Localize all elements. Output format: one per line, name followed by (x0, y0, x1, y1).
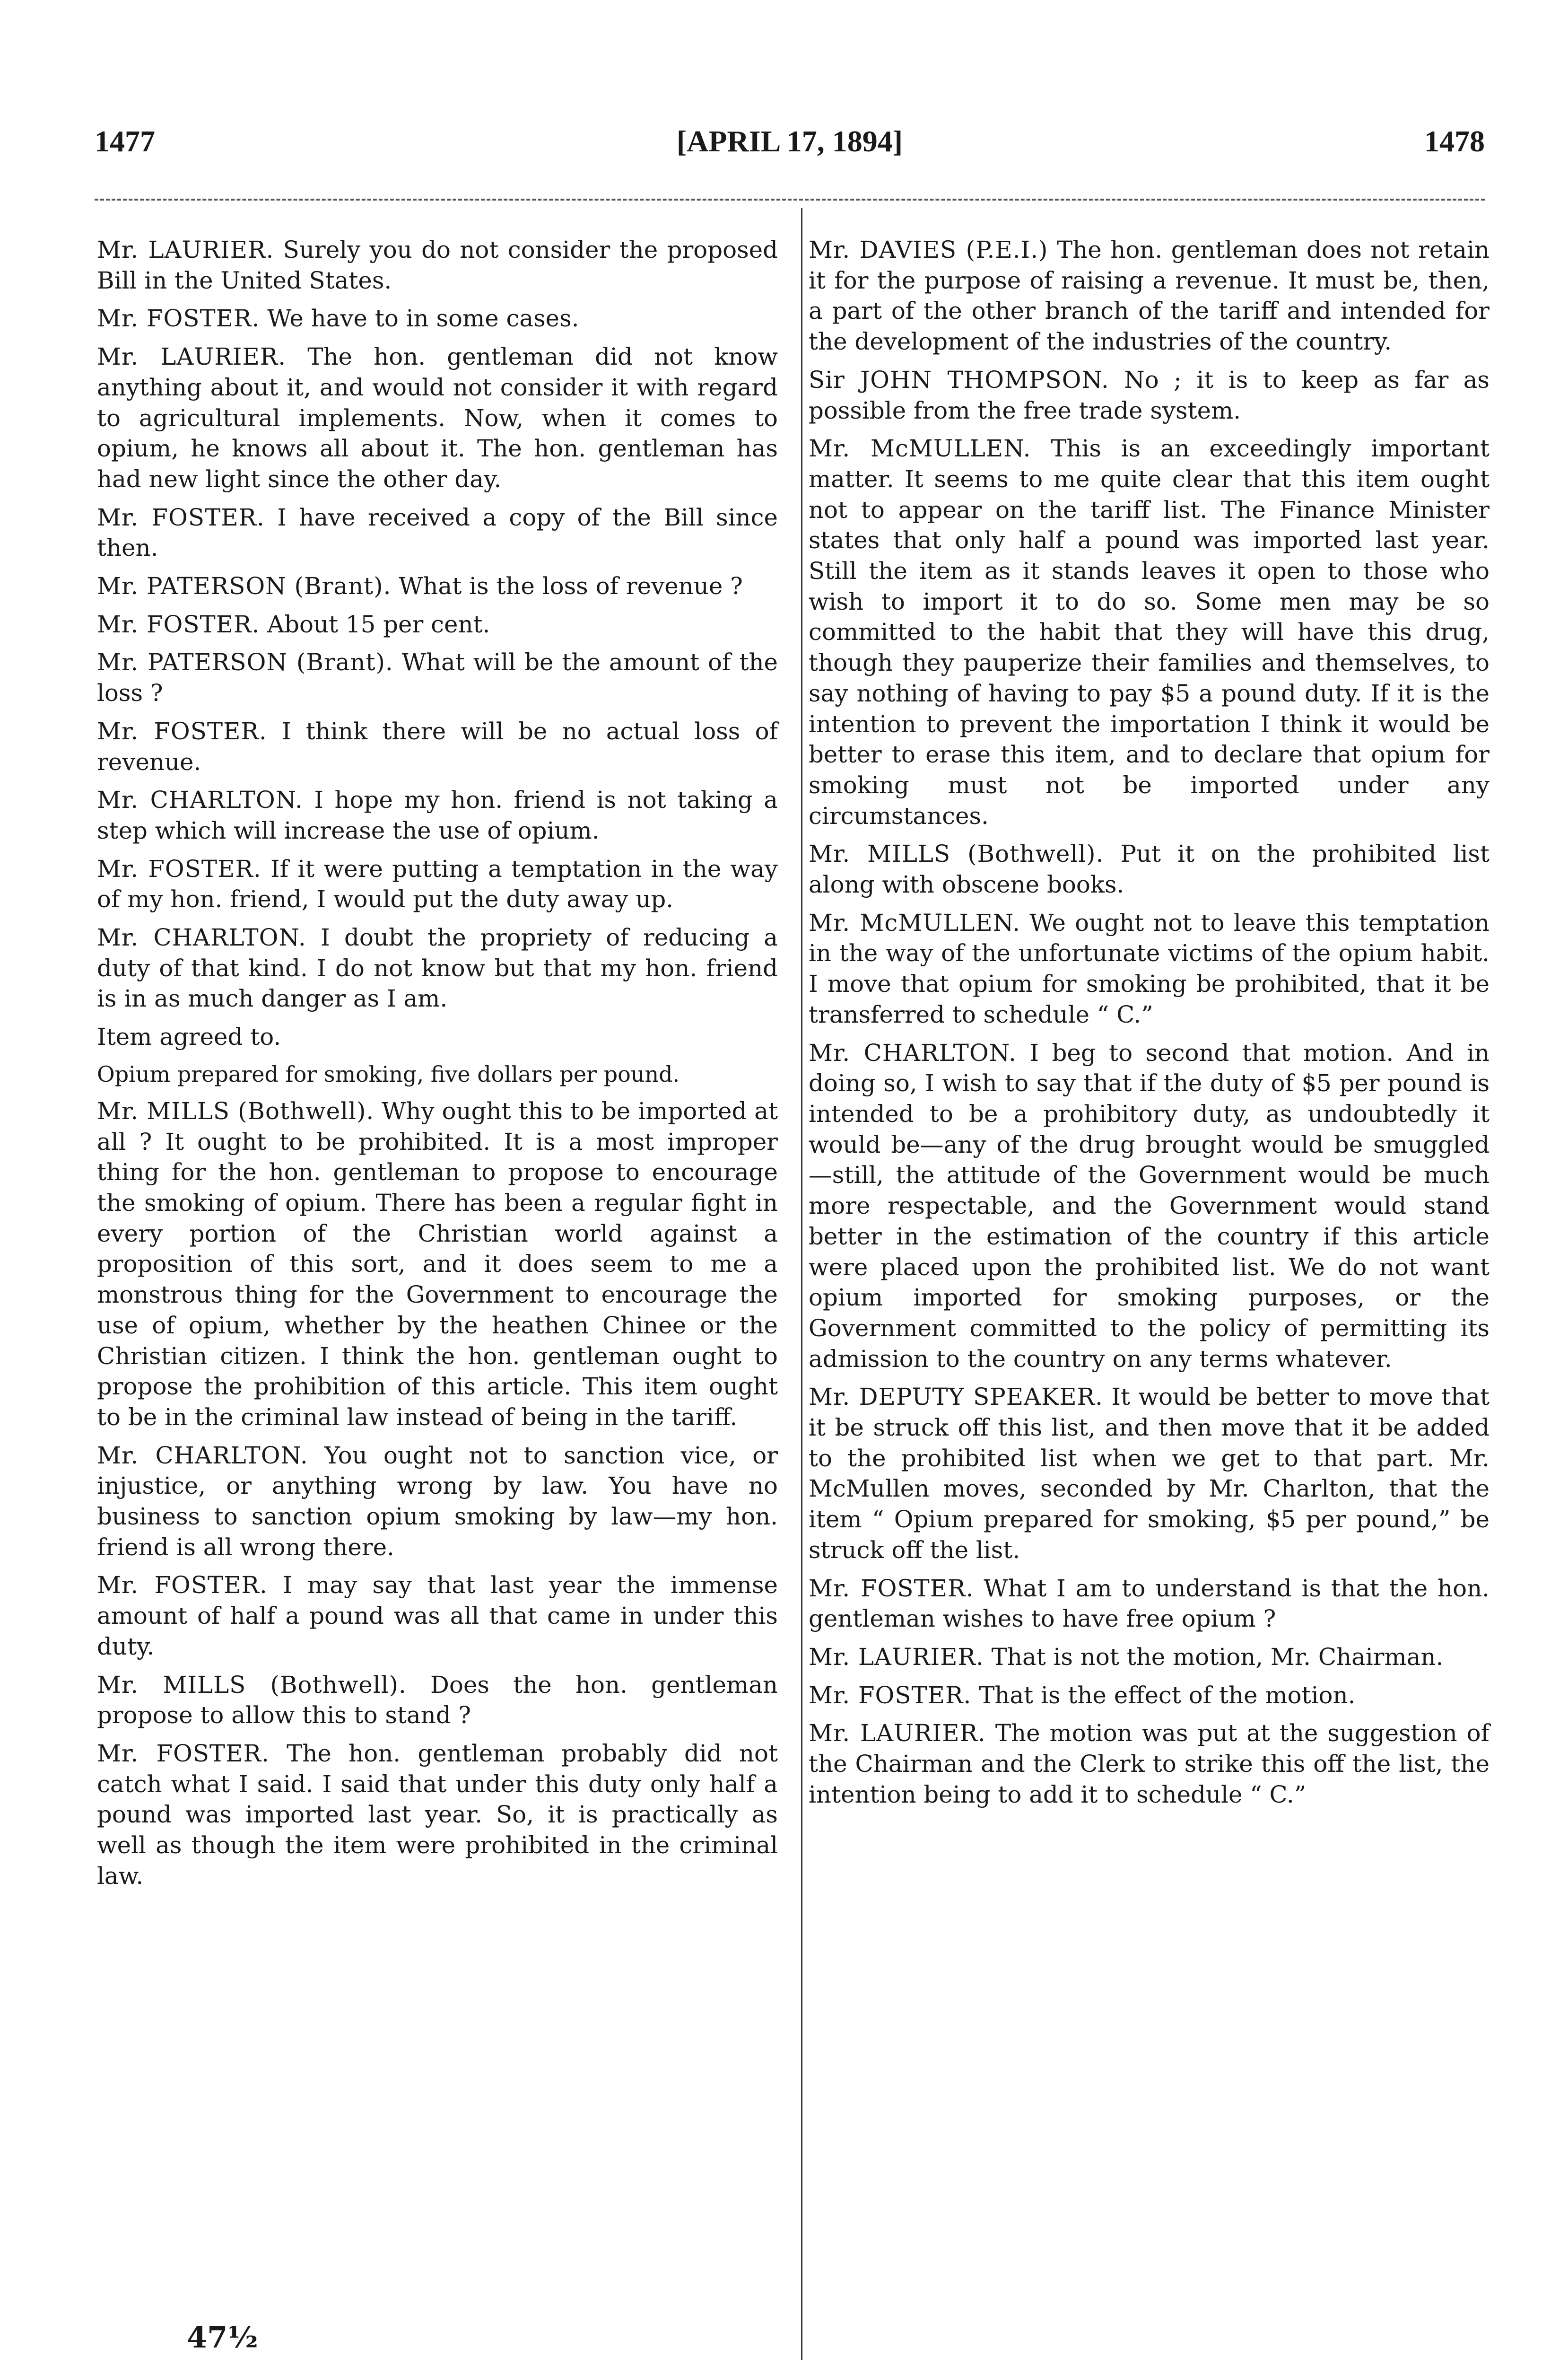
speech-text: This is an exceedingly important matter. It seems to me quite clear that this item ought not to appear on the tariff list. The Finance Minister states that only half a pound was imported last year. Still the item as it stands leaves it open to those who wish to import it to do so. Some men may be so committed to the habit that they will have this drug, though they pauperize their families and themselves, to say nothing of having to pay $5 a pound duty. If it is the intention to prevent the importation I think it would be better to erase this item, and to declare that opium for smoking must not be imported under any circumstances. (809, 435, 1490, 830)
speech-paragraph (97, 1670, 778, 1731)
speaker-name: Mr. PATERSON (Brant). (97, 648, 393, 676)
speaker-name: Mr. PATERSON (Brant). (97, 572, 392, 600)
speech-text: The motion was put at the suggestion of the Chairman and the Clerk to strike this off the list, the intention being to add it to schedule “ C.” (809, 1719, 1490, 1808)
speech-text: What is the loss of revenue ? (399, 572, 743, 600)
speech-paragraph (97, 785, 778, 846)
speaker-name: Mr. MILLS (Bothwell). (809, 840, 1104, 868)
speaker-name: Mr. FOSTER. (97, 855, 261, 883)
speech-paragraph (809, 1038, 1490, 1375)
speech-paragraph (809, 1573, 1490, 1634)
speech-text: I doubt the propriety of reducing a duty of that kind. I do not know but that my hon. friend is in as much danger as I am. (97, 924, 778, 1013)
page-number-left: 1477 (95, 124, 155, 158)
speech-text: That is not the motion, Mr. Chairman. (991, 1643, 1444, 1671)
speech-text: What will be the amount of the loss ? (97, 648, 778, 707)
speech-text: What I am to understand is that the hon. gentleman wishes to have free opium ? (809, 1574, 1490, 1633)
speech-text: I beg to second that motion. And in doing so, I wish to say that if the duty of $5 per pound is intended to be a prohibitory duty, as undoubtedly it would be—any of the drug brought would be smuggled—still, the attitude of the Government would be much more respectable, and the Government would stand better in the estimation of the country if this article were placed upon the prohibited list. We do not want opium imported for smoking purposes, or the Government committed to the policy of permitting its admission to the country on any terms whatever. (809, 1039, 1490, 1373)
speech-paragraph (809, 908, 1490, 1030)
speech-text: We ought not to leave this temptation in the way of the unfortunate victims of the opium habit. I move that opium for smoking be prohibited, that it be transferred to schedule “ C.” (809, 909, 1490, 1028)
speech-paragraph (809, 1680, 1490, 1711)
speech-text: About 15 per cent. (267, 610, 490, 638)
speaker-name: Mr. MILLS (Bothwell). (97, 1097, 375, 1125)
tariff-item (97, 1060, 778, 1088)
speech-paragraph (97, 922, 778, 1014)
speech-paragraph (97, 1440, 778, 1563)
speech-paragraph (97, 303, 778, 334)
speech-paragraph (97, 1570, 778, 1662)
speaker-name: Mr. FOSTER. (97, 1571, 268, 1599)
speech-text: The hon. gentleman probably did not catch what I said. I said that under this duty only half a pound was imported last year. So, it is practically as well as though the item were prohibited in the criminal law. (97, 1739, 778, 1890)
speech-paragraph (97, 1096, 778, 1433)
page-header (95, 124, 1485, 171)
column-divider (801, 208, 802, 2360)
speech-paragraph (809, 235, 1490, 357)
right-column (809, 235, 1490, 1817)
speaker-name: Mr. LAURIER. (97, 343, 287, 371)
speaker-name: Mr. McMULLEN. (809, 909, 1020, 937)
header-rule (95, 199, 1485, 201)
speaker-name: Mr. CHARLTON. (809, 1039, 1017, 1067)
speaker-name: Mr. FOSTER. (97, 1739, 270, 1767)
speaker-name: Mr. FOSTER. (97, 503, 265, 531)
speaker-name: Mr. FOSTER. (809, 1681, 972, 1709)
speech-paragraph (97, 716, 778, 777)
speech-paragraph (97, 342, 778, 495)
procedural-note (97, 1022, 778, 1052)
speech-text: Item agreed to. (97, 1023, 281, 1051)
speech-text: I think there will be no actual loss of revenue. (97, 717, 778, 776)
folio-mark: 47½ (187, 2320, 258, 2355)
speaker-name: Mr. CHARLTON. (97, 1441, 308, 1469)
speech-text: I have received a copy of the Bill since then. (97, 503, 778, 562)
speaker-name: Mr. LAURIER. (97, 236, 274, 263)
page-number-right: 1478 (1424, 124, 1485, 158)
speech-paragraph (809, 1382, 1490, 1565)
speech-paragraph (97, 854, 778, 915)
speaker-name: Mr. LAURIER. (809, 1719, 986, 1747)
speech-paragraph (809, 1718, 1490, 1810)
speech-text: If it were putting a temptation in the way of my hon. friend, I would put the duty away up. (97, 855, 778, 913)
speech-text: You ought not to sanction vice, or injustice, or anything wrong by law. You have no business to sanction opium smoking by law—my hon. friend is all wrong there. (97, 1441, 778, 1561)
speech-text: That is the effect of the motion. (979, 1681, 1356, 1709)
speech-paragraph (97, 609, 778, 640)
speech-paragraph (809, 433, 1490, 831)
speech-text: No ; it is to keep as far as possible from the free trade system. (809, 366, 1490, 424)
speech-paragraph (809, 839, 1490, 900)
speaker-name: Mr. McMULLEN. (809, 435, 1031, 463)
speaker-name: Mr. LAURIER. (809, 1643, 984, 1671)
speaker-name: Mr. DEPUTY SPEAKER. (809, 1383, 1103, 1411)
speech-paragraph (97, 235, 778, 296)
speech-text: I hope my hon. friend is not taking a step which will increase the use of opium. (97, 786, 778, 844)
speaker-name: Mr. FOSTER. (809, 1574, 974, 1602)
speaker-name: Mr. CHARLTON. (97, 786, 303, 814)
speech-text: We have to in some cases. (267, 305, 579, 333)
speaker-name: Mr. DAVIES (P.E.I.) (809, 236, 1048, 263)
speaker-name: Mr. FOSTER. (97, 717, 267, 745)
speech-paragraph (97, 502, 778, 563)
speech-text: The hon. gentleman does not retain it for the purpose of raising a revenue. It must be, then, a part of the other branch of the tariff and intended for the development of the industries of the country. (809, 236, 1490, 356)
speech-text: Opium prepared for smoking, five dollars per pound. (97, 1061, 680, 1087)
speech-text: The hon. gentleman did not know anything about it, and would not consider it with regard to agricultural implements. Now, when it comes to opium, he knows all about it. The hon. gentleman has had new light since the other day. (97, 343, 778, 493)
speaker-name: Mr. CHARLTON. (97, 924, 306, 952)
speech-paragraph (97, 571, 778, 602)
speech-text: Why ought this to be imported at all ? It ought to be prohibited. It is a most improper thing for the hon. gentleman to propose to encourage the smoking of opium. There has been a regular fight in every portion of the Christian world against a proposition of this sort, and it does seem to me a monstrous thing for the Government to encourage the use of opium, whether by the heathen Chinee or the Christian citizen. I think the hon. gentleman ought to propose the prohibition of this article. This item ought to be in the criminal law instead of being in the tariff. (97, 1097, 778, 1431)
speech-paragraph (97, 647, 778, 708)
speaker-name: Mr. FOSTER. (97, 305, 260, 333)
speaker-name: Mr. FOSTER. (97, 610, 260, 638)
speech-text: Does the hon. gentleman propose to allow this to stand ? (97, 1671, 778, 1729)
speaker-name: Sir JOHN THOMPSON. (809, 366, 1109, 394)
speech-text: I may say that last year the immense amount of half a pound was all that came in under this duty. (97, 1571, 778, 1660)
left-column (97, 235, 778, 1899)
speech-paragraph (809, 365, 1490, 426)
speech-text: Surely you do not consider the proposed Bill in the United States. (97, 236, 778, 294)
speech-text: Put it on the prohibited list along with obscene books. (809, 840, 1490, 899)
speech-paragraph (97, 1738, 778, 1892)
header-date: [APRIL 17, 1894] (676, 124, 903, 158)
speech-text: It would be better to move that it be struck off this list, and then move that it be added to the prohibited list when we get to that part. Mr. McMullen moves, seconded by Mr. Charlton, that the item “ Opium prepared for smoking, $5 per pound,” be struck off the list. (809, 1383, 1490, 1564)
speaker-name: Mr. MILLS (Bothwell). (97, 1671, 407, 1699)
speech-paragraph (809, 1642, 1490, 1673)
